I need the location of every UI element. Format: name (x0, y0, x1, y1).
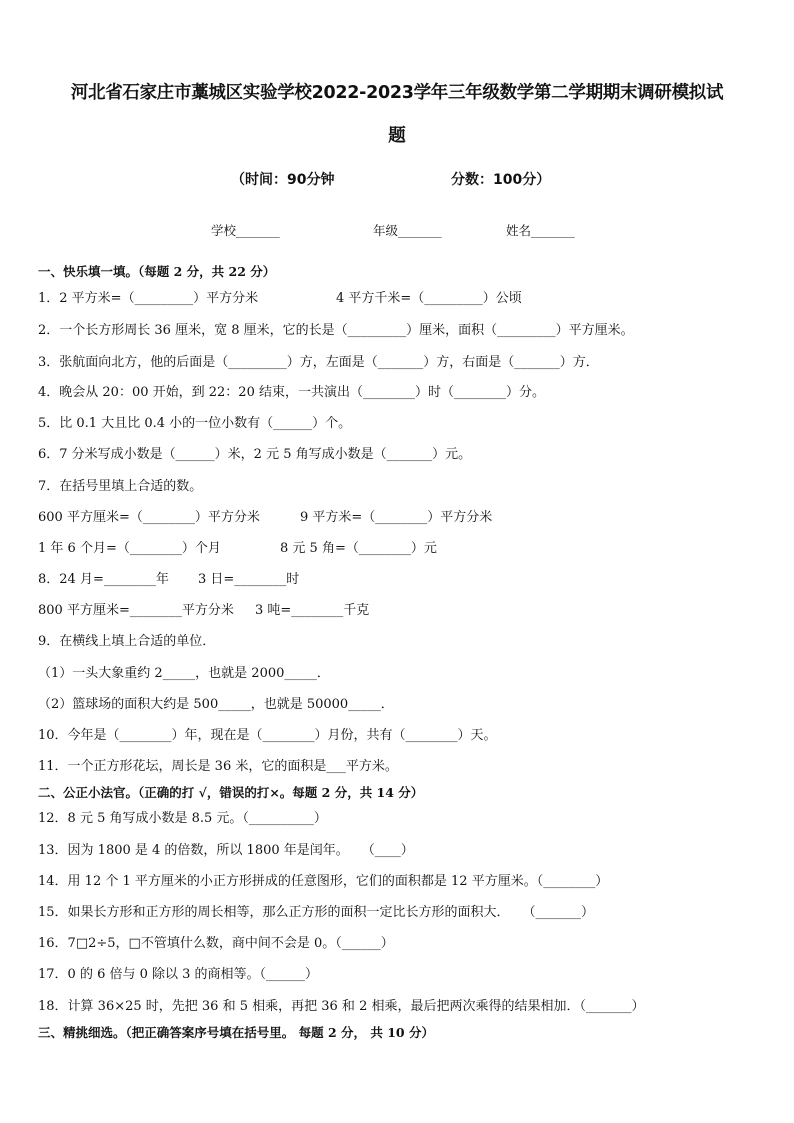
grade-field: 年级_______ (373, 223, 442, 238)
question-18: 18．计算 36×25 时，先把 36 和 5 相乘，再把 36 和 2 相乘，最后把两次乘得的结果相加．（_______） (38, 999, 645, 1014)
question-7: 7．在括号里填上合适的数。 (38, 479, 203, 494)
document-title-line1: 河北省石家庄市藁城区实验学校2022-2023学年三年级数学第二学期期末调研模拟试 (70, 83, 724, 103)
question-5: 5．比 0.1 大且比 0.4 小的一位小数有（______）个。 (38, 416, 352, 431)
question-15: 15．如果长方形和正方形的周长相等，那么正方形的面积一定比长方形的面积大． （_______） (38, 905, 595, 920)
question-7a: 600 平方厘米=（________）平方分米 (38, 510, 260, 525)
question-8a: 8．24 月=________年 (38, 572, 169, 587)
question-9-1: （1）一头大象重约 2_____，也就是 2000_____． (38, 666, 330, 681)
question-7b: 9 平方米=（________）平方分米 (300, 510, 493, 525)
question-11: 11．一个正方形花坛，周长是 36 米，它的面积是___平方米。 (38, 759, 398, 774)
question-8d: 3 吨=________千克 (255, 603, 370, 618)
section-heading-fill-in: 一、快乐填一填。（每题 2 分，共 22 分） (38, 264, 276, 279)
question-8c: 800 平方厘米=________平方分米 (38, 603, 234, 618)
question-10: 10．今年是（________）年，现在是（________）月份，共有（________）天。 (38, 728, 497, 743)
question-2: 2．一个长方形周长 36 厘米，宽 8 厘米，它的长是（_________）厘米，面积（_________）平方厘米。 (38, 323, 634, 338)
question-3: 3．张航面向北方，他的后面是（_________）方，左面是（_______）方，右面是（_______）方． (38, 355, 599, 370)
question-1a: 1．2 平方米=（_________）平方分米 (38, 291, 259, 306)
section-heading-multiple-choice: 三、精挑细选。（把正确答案序号填在括号里。 每题 2 分， 共 10 分） (38, 1025, 434, 1040)
question-7-line1 (38, 507, 758, 529)
question-6: 6．7 分米写成小数是（______）米，2 元 5 角写成小数是（_______）元。 (38, 447, 472, 462)
question-14: 14．用 12 个 1 平方厘米的小正方形拼成的任意图形，它们的面积都是 12 平方厘米。（________） (38, 874, 609, 889)
question-9-2: （2）篮球场的面积大约是 500_____，也就是 50000_____． (38, 697, 394, 712)
question-9: 9．在横线上填上合适的单位． (38, 634, 216, 649)
question-4: 4．晚会从 20：00 开始，到 22：20 结束，一共演出（________）时（________）分。 (38, 385, 545, 400)
question-12: 12．8 元 5 角写成小数是 8.5 元。（__________） (38, 811, 327, 826)
question-8-line2 (38, 600, 758, 622)
name-field: 姓名_______ (506, 223, 575, 238)
school-field: 学校_______ (211, 223, 280, 238)
exam-time: （时间：90分钟 (231, 172, 335, 188)
question-8-line1 (38, 569, 758, 591)
question-1 (38, 288, 758, 310)
question-8b: 3 日=________时 (198, 572, 300, 587)
question-13: 13．因为 1800 是 4 的倍数，所以 1800 年是闰年。 （____） (38, 843, 414, 858)
document-title-line2: 题 (388, 126, 406, 146)
question-7c: 1 年 6 个月=（________）个月 (38, 541, 221, 556)
question-16: 16．7□2÷5，□不管填什么数，商中间不会是 0。（______） (38, 936, 394, 951)
question-17: 17．0 的 6 倍与 0 除以 3 的商相等。（______） (38, 967, 319, 982)
question-1b: 4 平方千米=（_________）公顷 (336, 291, 522, 306)
question-7-line2 (38, 538, 758, 560)
section-heading-true-false: 二、公正小法官。（正确的打 √，错误的打×。每题 2 分，共 14 分） (38, 785, 424, 800)
exam-score: 分数：100分） (451, 172, 551, 188)
question-7d: 8 元 5 角=（________）元 (280, 541, 437, 556)
